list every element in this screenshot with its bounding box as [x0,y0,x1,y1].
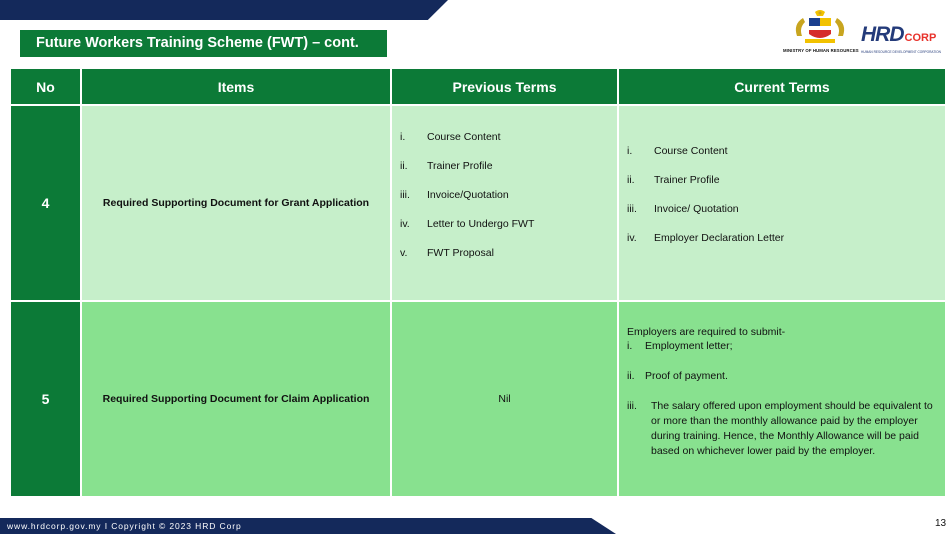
list-item: iii. Invoice/Quotation [400,188,509,201]
header-current-terms: Current Terms [618,68,946,105]
current-terms-list [619,145,945,245]
list-item: ii. Proof of payment. [627,370,728,382]
list-item: ii. Trainer Profile [627,174,720,186]
table-row [10,105,946,301]
table-row [10,301,946,497]
ministry-logo [783,8,857,56]
header-no: No [10,68,81,105]
footer-copyright: www.hrdcorp.gov.my I Copyright © 2023 HRD Corp [7,521,242,531]
row-item: Required Supporting Document for Grant Application [81,105,391,301]
header-items: Items [81,68,391,105]
hrd-logo-corp: CORP [904,32,937,44]
hrd-logo-tagline: HUMAN RESOURCE DEVELOPMENT CORPORATION [861,50,941,54]
list-item: iv. Employer Declaration Letter [627,232,785,244]
list-item: i. Course Content [400,130,501,143]
list-item: v. FWT Proposal [400,246,494,259]
claim-requirements [619,324,945,459]
current-terms-cell [618,301,946,497]
row-item: Required Supporting Document for Claim Application [81,301,391,497]
claim-list [627,339,945,459]
list-item: iii. The salary offered upon employment should be equivalent to or more than the monthly allowance paid by the employer during training. Hence, the Monthly Allowance will be paid based on whichever lower paid by the employer. [627,400,933,457]
top-banner [0,0,448,20]
list-item: i. Course Content [627,145,728,157]
list-item: ii. Trainer Profile [400,159,493,172]
row-number: 4 [10,105,81,301]
hrd-logo-word: HRD [861,23,904,46]
coat-of-arms-icon [783,8,857,48]
current-terms-cell [618,105,946,301]
ministry-caption: MINISTRY OF HUMAN RESOURCES [783,48,859,53]
page-number: 13 [935,518,947,529]
previous-terms-cell [391,105,618,301]
previous-terms-list [392,131,617,260]
row-number: 5 [10,301,81,497]
header-previous-terms: Previous Terms [391,68,618,105]
list-item: iii. Invoice/ Quotation [627,203,739,215]
list-item: i. Employment letter; [627,340,733,352]
claim-intro: Employers are required to submit- [627,326,786,338]
hrd-corp-logo [861,24,945,54]
previous-terms-cell: Nil [391,301,618,497]
list-item: iv. Letter to Undergo FWT [400,217,535,230]
page-title: Future Workers Training Scheme (FWT) – cont. [20,30,387,57]
terms-table [9,67,947,498]
table-header-row [10,68,946,105]
